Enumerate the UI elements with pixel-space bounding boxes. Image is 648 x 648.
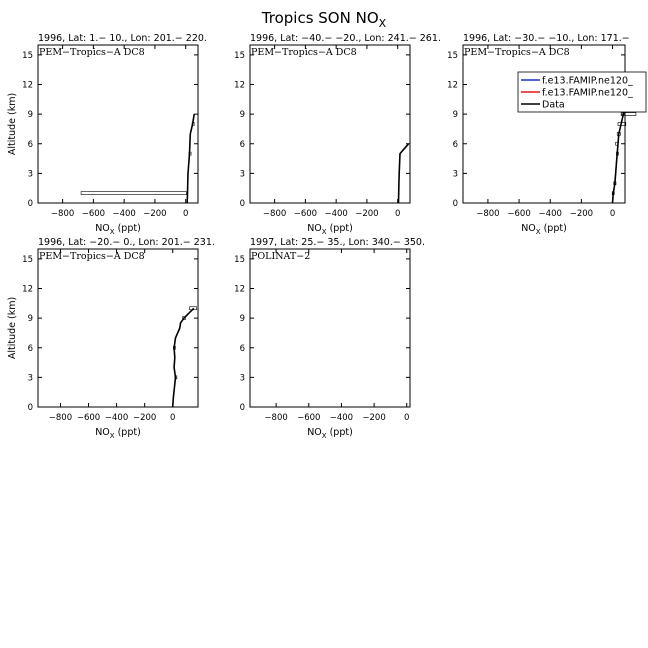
figure-title-main: Tropics SON NO xyxy=(261,9,379,27)
x-tick-label: −800 xyxy=(262,209,287,219)
x-axis-label-unit: (ppt) xyxy=(114,223,141,234)
legend-label: Data xyxy=(542,99,565,111)
y-tick-label: 3 xyxy=(239,169,245,180)
x-tick-label: −400 xyxy=(324,209,348,219)
x-tick-label: −600 xyxy=(81,209,106,219)
panel-5 xyxy=(234,237,425,440)
y-tick-label: 0 xyxy=(239,199,245,209)
x-tick-label: −600 xyxy=(297,413,321,423)
data-range-box xyxy=(81,192,186,195)
x-tick-label: 0 xyxy=(170,413,176,423)
panel-title: 1996, Lat: −30.− −10., Lon: 171.− xyxy=(463,33,630,44)
y-tick-label: 12 xyxy=(22,284,33,295)
y-tick-label: 0 xyxy=(27,403,33,413)
y-tick-label: 6 xyxy=(239,343,245,354)
x-tick-label: −800 xyxy=(50,209,75,219)
y-tick-label: 3 xyxy=(452,169,458,180)
data-profile-line xyxy=(187,114,194,203)
x-axis-label xyxy=(307,427,353,440)
y-tick-label: 15 xyxy=(234,50,245,61)
x-axis-label-main: NO xyxy=(521,223,536,234)
panel-title: 1997, Lat: 25.− 35., Lon: 340.− 350. xyxy=(250,237,425,248)
x-tick-label: −600 xyxy=(293,209,318,219)
x-axis-label-unit: (ppt) xyxy=(540,223,567,234)
x-tick-label: −200 xyxy=(143,209,167,219)
y-tick-label: 15 xyxy=(22,50,33,61)
y-tick-label: 6 xyxy=(239,139,245,150)
x-tick-label: 0 xyxy=(609,209,616,219)
x-tick-label: −800 xyxy=(476,209,500,219)
x-tick-label: −200 xyxy=(362,413,386,423)
figure-title xyxy=(261,9,387,30)
x-tick-label: 0 xyxy=(394,209,401,219)
y-tick-label: 12 xyxy=(447,80,458,91)
x-tick-label: −400 xyxy=(112,209,136,219)
campaign-label: POLINAT−2 xyxy=(251,251,311,262)
panel-2 xyxy=(234,33,441,236)
x-axis-label-main: NO xyxy=(95,427,110,438)
x-tick-label: −400 xyxy=(104,413,129,423)
x-tick-label: −400 xyxy=(329,413,354,423)
x-axis-label xyxy=(95,223,141,236)
x-axis-label xyxy=(521,223,567,236)
x-tick-label: −800 xyxy=(264,413,288,423)
y-tick-label: 15 xyxy=(447,50,458,61)
y-tick-label: 12 xyxy=(234,284,245,295)
y-tick-label: 9 xyxy=(452,110,458,121)
y-tick-label: 3 xyxy=(239,373,245,384)
y-tick-label: 6 xyxy=(27,343,33,354)
legend-label: f.e13.FAMIP.ne120_ xyxy=(542,75,633,87)
y-tick-label: 9 xyxy=(239,110,245,121)
x-axis-label xyxy=(307,223,353,236)
y-tick-label: 15 xyxy=(22,254,33,265)
plot-frame xyxy=(38,249,198,407)
y-tick-label: 0 xyxy=(452,199,458,209)
y-tick-label: 15 xyxy=(234,254,245,265)
x-axis-label-sub: X xyxy=(109,228,115,236)
y-tick-label: 0 xyxy=(27,199,33,209)
plot-frame xyxy=(38,45,198,203)
campaign-label: PEM−Tropics−A DC8 xyxy=(39,47,145,58)
x-tick-label: −200 xyxy=(132,413,157,423)
x-axis-label-main: NO xyxy=(307,427,322,438)
x-axis-label-main: NO xyxy=(307,223,322,234)
panel-1 xyxy=(7,33,207,236)
x-tick-label: −800 xyxy=(48,413,73,423)
x-axis-label-sub: X xyxy=(109,432,115,440)
panel-3 xyxy=(447,33,646,236)
y-tick-label: 9 xyxy=(27,110,33,121)
y-tick-label: 6 xyxy=(452,139,458,150)
x-tick-label: −200 xyxy=(355,209,379,219)
panel-title: 1996, Lat: −40.− −20., Lon: 241.− 261. xyxy=(250,33,441,44)
panels-container xyxy=(7,33,646,440)
campaign-label: PEM−Tropics−A DC8 xyxy=(251,47,357,58)
panel-title: 1996, Lat: −20.− 0., Lon: 201.− 231. xyxy=(38,237,215,248)
campaign-label: PEM−Tropics−A DC8 xyxy=(464,47,570,58)
x-axis-label-unit: (ppt) xyxy=(114,427,141,438)
y-tick-label: 3 xyxy=(27,373,33,384)
plot-frame xyxy=(250,45,410,203)
x-axis-label-unit: (ppt) xyxy=(326,223,353,234)
x-axis-label-sub: X xyxy=(535,228,541,236)
figure-title-sub: X xyxy=(378,17,387,30)
panel-4 xyxy=(7,237,215,440)
y-axis-label: Altitude (km) xyxy=(7,296,18,360)
x-axis-label-sub: X xyxy=(321,228,327,236)
legend-label: f.e13.FAMIP.ne120_ xyxy=(542,87,633,99)
x-tick-label: −600 xyxy=(507,209,531,219)
y-tick-label: 9 xyxy=(27,314,33,325)
plot-frame xyxy=(463,45,625,203)
data-profile-line xyxy=(173,308,194,407)
y-tick-label: 12 xyxy=(22,80,33,91)
y-tick-label: 6 xyxy=(27,139,33,150)
x-tick-label: −400 xyxy=(538,209,562,219)
y-tick-label: 0 xyxy=(239,403,245,413)
x-axis-label-unit: (ppt) xyxy=(326,427,353,438)
plot-frame xyxy=(250,249,410,407)
x-axis-label-main: NO xyxy=(95,223,110,234)
y-axis-label: Altitude (km) xyxy=(7,92,18,156)
y-tick-label: 12 xyxy=(234,80,245,91)
x-axis-label-sub: X xyxy=(321,432,327,440)
x-tick-label: 0 xyxy=(404,413,410,423)
x-axis-label xyxy=(95,427,141,440)
y-tick-label: 3 xyxy=(27,169,33,180)
campaign-label: PEM−Tropics−A DC8 xyxy=(39,251,145,262)
x-tick-label: 0 xyxy=(182,209,189,219)
y-tick-label: 9 xyxy=(239,314,245,325)
x-tick-label: −600 xyxy=(76,413,101,423)
x-tick-label: −200 xyxy=(569,209,594,219)
panel-title: 1996, Lat: 1.− 10., Lon: 201.− 220. xyxy=(38,33,207,44)
